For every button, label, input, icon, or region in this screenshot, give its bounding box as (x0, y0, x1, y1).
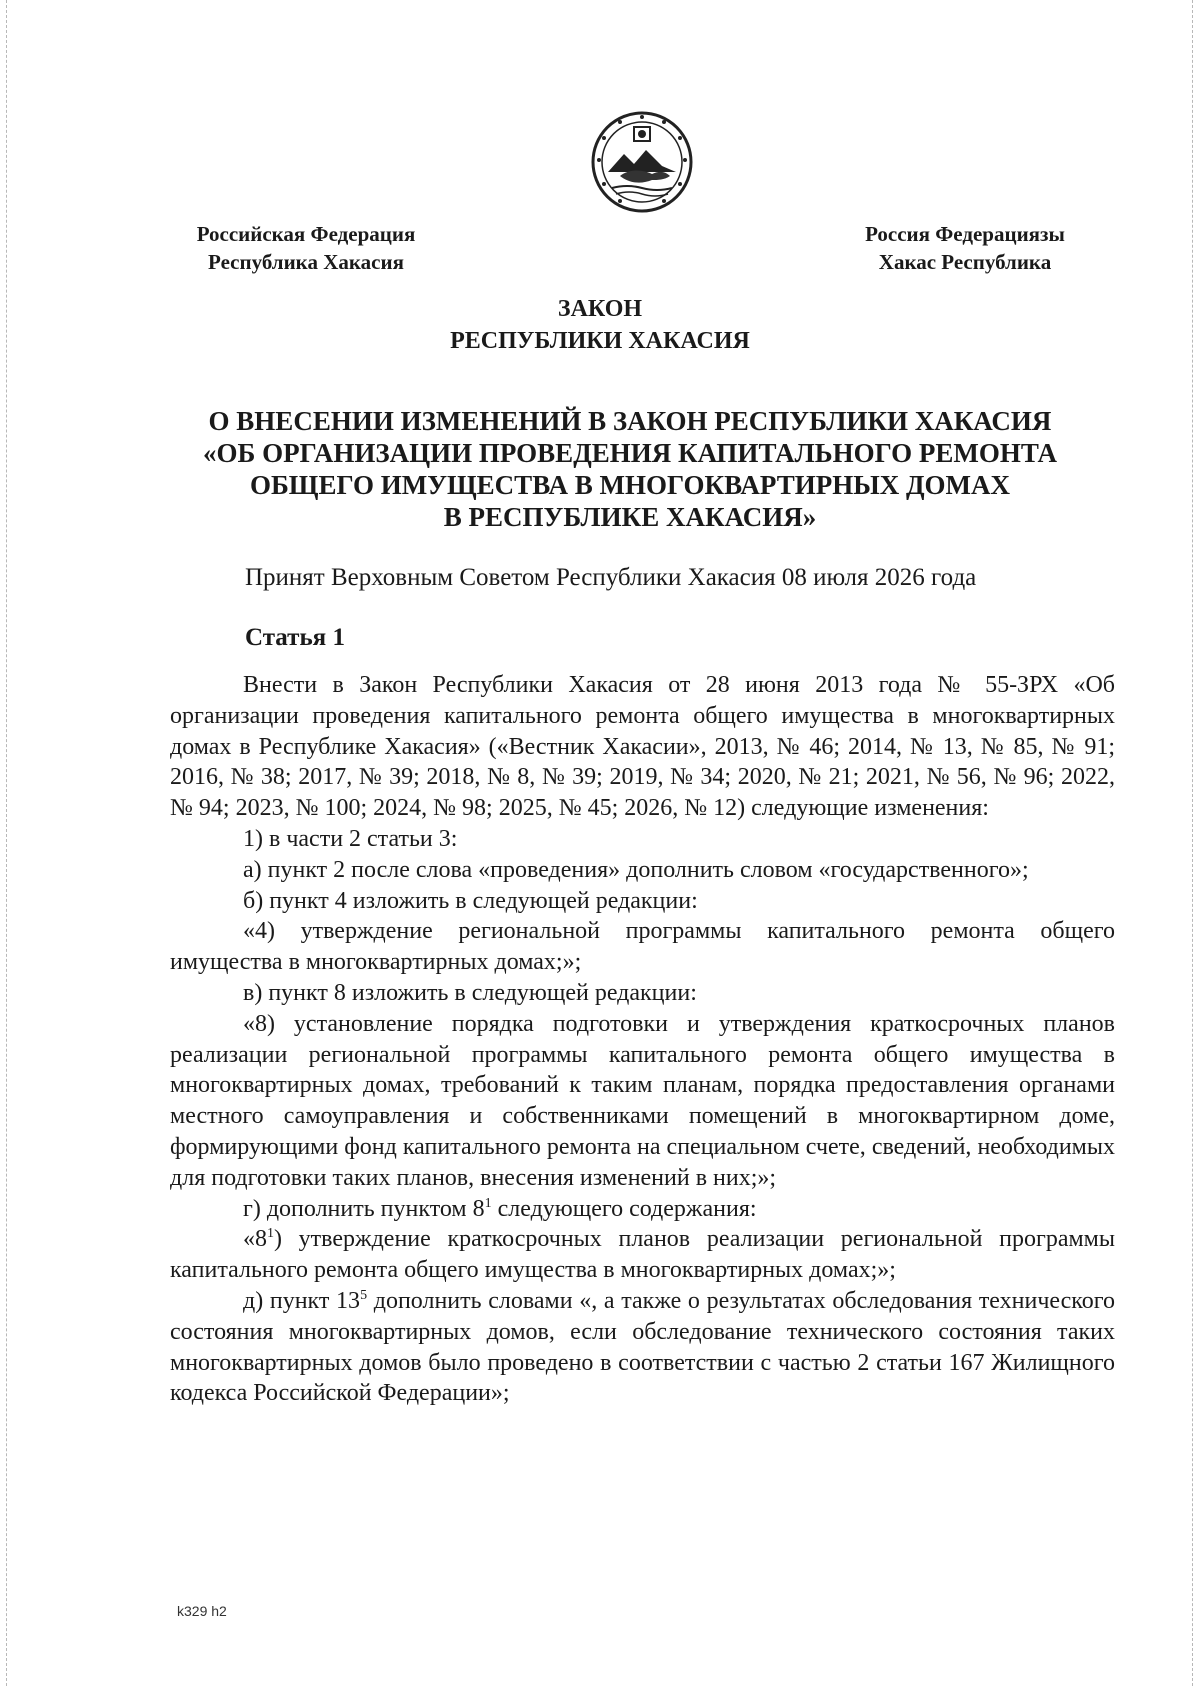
paragraph-text: ) утверждение краткосрочных планов реализации региональной программы капитального ремонта общего имущества в многоквартирных домах;»; (170, 1226, 1115, 1284)
paragraph: 1) в части 2 статьи 3: (243, 825, 458, 852)
paragraph: а) пункт 2 после слова «проведения» дополнить словом «государственного»; (243, 856, 1029, 883)
header-right-republic: Хакас Республика (878, 250, 1052, 274)
paragraph-text: г) дополнить пунктом 8 (243, 1195, 485, 1222)
header-left (176, 220, 436, 276)
law-heading (0, 293, 1200, 357)
law-heading-line2: РЕСПУБЛИКИ ХАКАСИЯ (450, 328, 750, 354)
paragraph (170, 1194, 1115, 1225)
law-heading-line1: ЗАКОН (557, 296, 643, 322)
article-body (170, 670, 1115, 1409)
paragraph: в) пункт 8 изложить в следующей редакции: (243, 979, 697, 1006)
superscript: 1 (267, 1226, 274, 1242)
khakassia-coat-of-arms-icon (590, 110, 694, 214)
document-title-line1: О ВНЕСЕНИИ ИЗМЕНЕНИЙ В ЗАКОН РЕСПУБЛИКИ ХАКАСИЯ (208, 406, 1052, 436)
superscript: 5 (360, 1287, 368, 1303)
paragraph-text: дополнить словами «, а также о результатах обследования технического состояния многоквартирных домов, если обследование технического состояния таких многоквартирных домов было проведено в соответствии с частью 2 статьи 167 Жилищного кодекса Российской Федерации»; (170, 1287, 1115, 1407)
header-left-country: Российская Федерация (196, 222, 416, 246)
document-title-line4: В РЕСПУБЛИКЕ ХАКАСИЯ» (443, 502, 817, 532)
paragraph: б) пункт 4 изложить в следующей редакции: (243, 887, 698, 914)
header-right (840, 220, 1090, 276)
document-title (150, 405, 1110, 533)
scan-edge-right (1192, 0, 1194, 1686)
paragraph: «8) установление порядка подготовки и утверждения краткосрочных планов реализации региональной программы капитального ремонта общего имущества в многоквартирных домах, требований к таким планам, порядка предоставления органами местного самоуправления и собственниками помещений в многоквартирном доме, формирующими фонд капитального ремонта на специальном счете, сведений, необходимых для подготовки таких планов, внесения изменений в них;»; (170, 1010, 1115, 1191)
document-title-line2: «ОБ ОРГАНИЗАЦИИ ПРОВЕДЕНИЯ КАПИТАЛЬНОГО РЕМОНТА (203, 438, 1057, 468)
paragraph: Внести в Закон Республики Хакасия от 28 июня 2013 года № 55-ЗРХ «Об организации проведения капитального ремонта общего имущества в многоквартирных домах в Республике Хакасия» («Вестник Хакасии», 2013, № 46; 2014, № 13, № 85, № 91; 2016, № 38; 2017, № 39; 2018, № 8, № 39; 2019, № 34; 2020, № 21; 2021, № 56, № 96; 2022, № 94; 2023, № 100; 2024, № 98; 2025, № 45; 2026, № 12) следующие изменения: (170, 672, 1115, 822)
adoption-statement: Принят Верховным Советом Республики Хакасия 08 июля 2026 года (245, 564, 977, 591)
header-right-country: Россия Федерациязы (865, 222, 1065, 246)
superscript: 1 (484, 1195, 492, 1211)
article-heading: Статья 1 (245, 624, 345, 651)
paragraph-text: следующего содержания: (491, 1195, 757, 1222)
footer-code: k329 h2 (177, 1603, 227, 1619)
scan-edge-left (6, 0, 8, 1686)
paragraph: «4) утверждение региональной программы капитального ремонта общего имущества в многоквартирных домах;»; (170, 918, 1115, 976)
paragraph-text: д) пункт 13 (243, 1287, 361, 1314)
paragraph (170, 1224, 1115, 1286)
paragraph (170, 1286, 1115, 1409)
paragraph-text: «8 (243, 1226, 267, 1253)
header-left-republic: Республика Хакасия (208, 250, 404, 274)
document-title-line3: ОБЩЕГО ИМУЩЕСТВА В МНОГОКВАРТИРНЫХ ДОМАХ (249, 470, 1011, 500)
